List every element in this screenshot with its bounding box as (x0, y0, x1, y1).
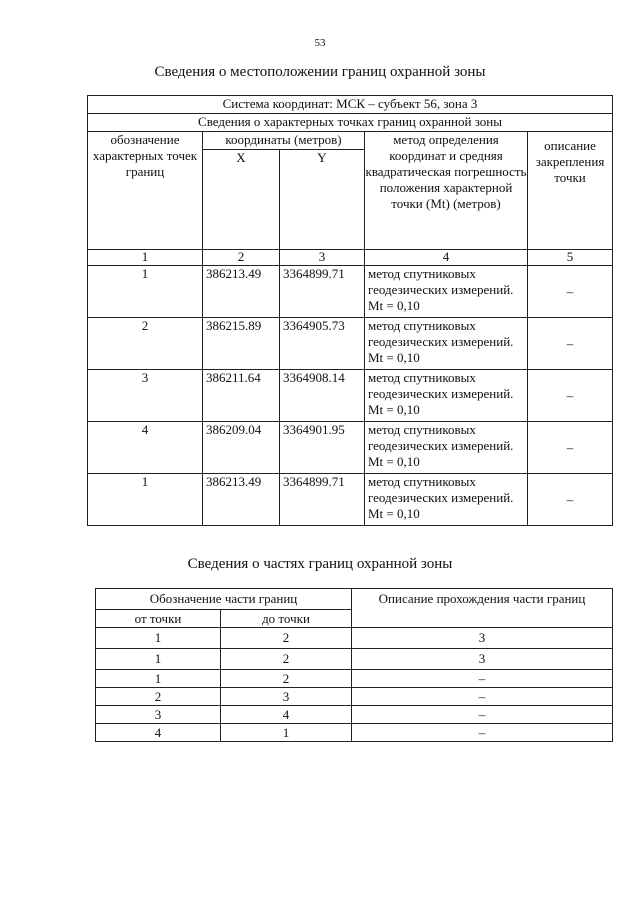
header-coords: координаты (метров) (203, 132, 365, 150)
cell-to: 4 (221, 706, 352, 724)
cell-desc: – (528, 370, 613, 422)
cell-desc: – (528, 422, 613, 474)
table-row (96, 670, 613, 688)
table-row (96, 649, 613, 670)
cell-point: 1 (88, 266, 203, 318)
cell-method: метод спутниковых геодезических измерений. Mt = 0,10 (365, 474, 528, 526)
coord-system: Система координат: МСК – субъект 56, зона 3 (88, 96, 613, 114)
cell-to: 2 (221, 670, 352, 688)
table-row (88, 266, 613, 318)
column-number: 5 (528, 250, 613, 266)
header-from: от точки (96, 610, 221, 628)
cell-from: 1 (96, 649, 221, 670)
column-number: 3 (280, 250, 365, 266)
cell-from: 3 (96, 706, 221, 724)
table-subtitle: Сведения о характерных точках границ охранной зоны (88, 114, 613, 132)
cell-to: 2 (221, 649, 352, 670)
table-row (96, 724, 613, 742)
header-method: метод определения координат и средняя квадратическая погрешность положения характерной точки (Mt) (метров) (365, 132, 528, 250)
column-number: 1 (88, 250, 203, 266)
header-point: обозначение характерных точек границ (88, 132, 203, 250)
cell-y: 3364899.71 (280, 266, 365, 318)
table-row (96, 688, 613, 706)
coordinates-body (88, 266, 613, 526)
cell-method: метод спутниковых геодезических измерений. Mt = 0,10 (365, 318, 528, 370)
cell-x: 386209.04 (203, 422, 280, 474)
section2-title: Сведения о частях границ охранной зоны (187, 556, 453, 572)
cell-desc: – (528, 474, 613, 526)
parts-table (95, 588, 613, 742)
column-number: 4 (365, 250, 528, 266)
table-row (88, 370, 613, 422)
cell-y: 3364901.95 (280, 422, 365, 474)
cell-from: 2 (96, 688, 221, 706)
cell-point: 3 (88, 370, 203, 422)
cell-part-desc: – (352, 670, 613, 688)
parts-body (96, 628, 613, 742)
cell-x: 386215.89 (203, 318, 280, 370)
cell-y: 3364899.71 (280, 474, 365, 526)
cell-method: метод спутниковых геодезических измерений. Mt = 0,10 (365, 266, 528, 318)
table-row (88, 318, 613, 370)
cell-method: метод спутниковых геодезических измерений. Mt = 0,10 (365, 422, 528, 474)
header-x: X (203, 149, 280, 249)
table-row (88, 422, 613, 474)
cell-part-desc: 3 (352, 628, 613, 649)
cell-from: 1 (96, 670, 221, 688)
cell-to: 3 (221, 688, 352, 706)
cell-y: 3364908.14 (280, 370, 365, 422)
cell-y: 3364905.73 (280, 318, 365, 370)
section1-title: Сведения о местоположении границ охранной зоны (154, 64, 486, 80)
header-y: Y (280, 149, 365, 249)
table-row (88, 474, 613, 526)
cell-part-desc: – (352, 688, 613, 706)
cell-from: 1 (96, 628, 221, 649)
cell-part-desc: – (352, 724, 613, 742)
header-desc: описание закрепления точки (528, 132, 613, 250)
header-part-desc: Описание прохождения части границ (352, 589, 613, 628)
cell-to: 1 (221, 724, 352, 742)
cell-part-desc: – (352, 706, 613, 724)
cell-x: 386211.64 (203, 370, 280, 422)
cell-from: 4 (96, 724, 221, 742)
column-numbers-row (88, 250, 613, 266)
cell-desc: – (528, 266, 613, 318)
cell-x: 386213.49 (203, 474, 280, 526)
table-row (96, 628, 613, 649)
cell-point: 1 (88, 474, 203, 526)
header-part: Обозначение части границ (96, 589, 352, 610)
page-number: 53 (314, 37, 326, 49)
header-to: до точки (221, 610, 352, 628)
cell-method: метод спутниковых геодезических измерений. Mt = 0,10 (365, 370, 528, 422)
cell-point: 2 (88, 318, 203, 370)
table-row (96, 706, 613, 724)
column-number: 2 (203, 250, 280, 266)
cell-part-desc: 3 (352, 649, 613, 670)
cell-to: 2 (221, 628, 352, 649)
cell-point: 4 (88, 422, 203, 474)
cell-desc: – (528, 318, 613, 370)
cell-x: 386213.49 (203, 266, 280, 318)
coordinates-table (87, 95, 613, 526)
